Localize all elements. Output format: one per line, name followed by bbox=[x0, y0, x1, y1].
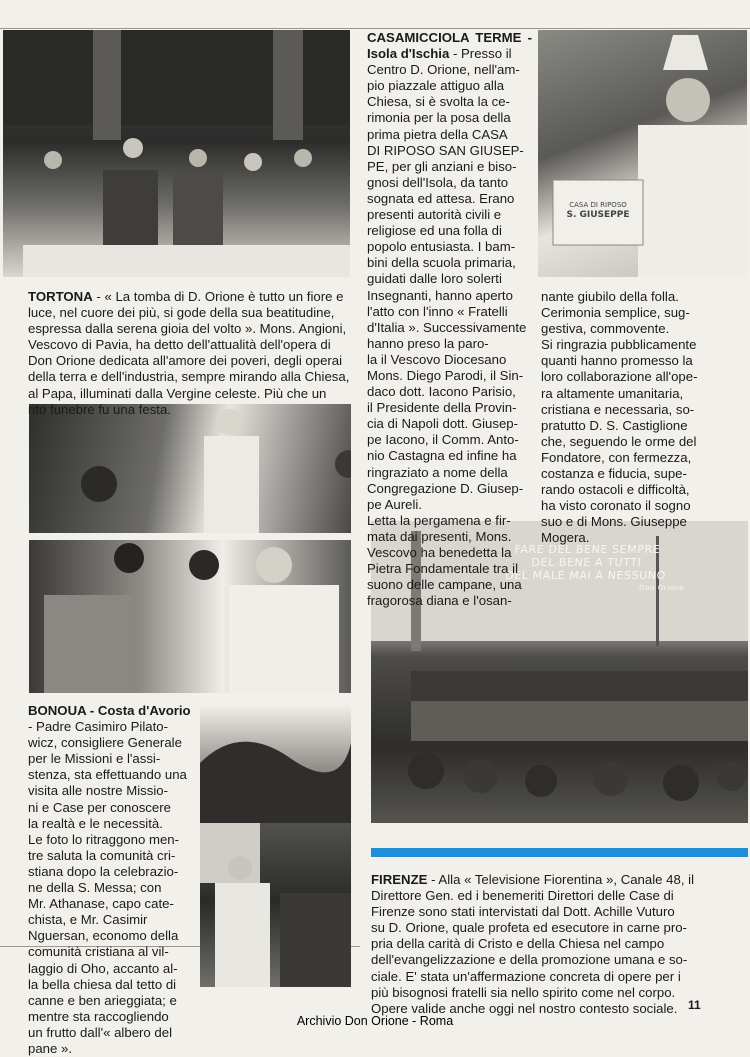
text-line: religiose ed una folla di bbox=[367, 223, 502, 239]
text-line: la realtà e le necessità. bbox=[28, 815, 163, 831]
banner-line-2: DEL BENE A TUTTI bbox=[530, 556, 642, 569]
text-line: stiana dopo la celebrazio- bbox=[28, 863, 179, 879]
text-line: più bisognosi fratelli sia nello spirito come nel corpo. bbox=[371, 984, 676, 1000]
text-line: Letta la pergamena e fir- bbox=[367, 512, 511, 528]
text-line: costanza e fiducia, supe- bbox=[541, 466, 687, 482]
text-line: gestiva, commovente. bbox=[541, 321, 670, 337]
text-line: Chiesa, si è svolta la ce- bbox=[367, 94, 510, 110]
text-line: ni e Case per conoscere bbox=[28, 799, 171, 815]
crowd-illustration bbox=[3, 30, 350, 277]
text-line: Vescovo ha benedetta la bbox=[367, 545, 512, 560]
text-line: visita alle nostre Missio- bbox=[28, 783, 168, 799]
tortona-lines bbox=[28, 305, 353, 418]
accent-bar bbox=[371, 848, 748, 857]
text-line: luce, nel cuore dei più, si gode della sua beatitudine, bbox=[28, 305, 335, 321]
text-line: Vescovo di Pavia, ha detto dell'attualità dell'opera di bbox=[28, 337, 331, 353]
text-line: Le foto lo ritraggono men- bbox=[28, 831, 180, 847]
text-line: Opere valide anche oggi nel nostro contesto sociale. bbox=[371, 1000, 678, 1016]
bishop-illustration bbox=[538, 30, 747, 277]
text-line: espressa dalla serena gioia del volto ». Mons. Angioni, bbox=[28, 321, 347, 337]
text-line: gnosi dell'Isola, da tanto bbox=[367, 174, 509, 190]
text-line: rito funebre fu una festa. bbox=[28, 401, 171, 417]
text-line: chista, e Mr. Casimir bbox=[28, 912, 148, 928]
text-line: che, seguendo le orme del bbox=[541, 433, 697, 449]
banner-line-3: DEL MALE MAI A NESSUNO bbox=[504, 569, 667, 582]
text-line: rando ostacoli e difficoltà, bbox=[541, 482, 690, 498]
text-line: Si ringrazia pubblicamente bbox=[541, 337, 697, 353]
casamicciola-article-col2 bbox=[367, 30, 532, 609]
text-line: Centro D. Orione, nell'am- bbox=[367, 62, 520, 78]
text-line: d'Italia ». Successivamente bbox=[367, 319, 527, 335]
casamicciola-lines-col2 bbox=[367, 62, 532, 609]
text-line: ringraziato a nome della bbox=[367, 464, 508, 480]
greeting-illustration-1 bbox=[28, 401, 351, 533]
text-line: Pietra Fondamentale tra il bbox=[367, 561, 518, 577]
text-line: ha visto coronato il sogno bbox=[541, 498, 691, 514]
text-line: quanti hanno promesso la bbox=[541, 353, 693, 369]
bonoua-article bbox=[28, 703, 194, 1057]
tortona-heading: TORTONA bbox=[28, 289, 93, 304]
text-line: Insegnanti, hanno aperto bbox=[367, 287, 513, 303]
text-line: pe Aureli. bbox=[367, 496, 422, 512]
text-line: loro collaborazione all'ope- bbox=[541, 369, 698, 385]
casamicciola-heading: CASAMICCIOLA TERME - Isola d'Ischia bbox=[367, 30, 532, 62]
text-line: canne e ben arieggiata; e bbox=[28, 992, 177, 1008]
text-line: stenza, sta effettuando una bbox=[28, 767, 187, 783]
text-line: - Alla « Televisione Fiorentina », Canale 48, il bbox=[427, 872, 695, 887]
text-line: Fondatore, con fermezza, bbox=[541, 449, 692, 465]
text-line: - Padre Casimiro Pilato- bbox=[28, 719, 168, 735]
text-line: rimonia per la posa della bbox=[367, 110, 511, 126]
fold-line bbox=[0, 28, 750, 29]
text-line: cristiana e necessaria, so- bbox=[541, 401, 695, 417]
text-line: ra altamente umanitaria, bbox=[541, 385, 684, 401]
photo-tortona bbox=[3, 30, 350, 277]
photo-bonoua-1 bbox=[28, 401, 351, 533]
text-line: mata dai presenti, Mons. bbox=[367, 528, 512, 544]
text-line: suono delle campane, una bbox=[367, 577, 522, 593]
text-line: Firenze sono stati intervistati dal Dott. Achille Vuturo bbox=[371, 904, 675, 920]
text-line: daco dott. Iacono Parisio, bbox=[367, 384, 516, 400]
firenze-heading: FIRENZE bbox=[371, 872, 428, 887]
text-line: sognata ed attesa. Erano bbox=[367, 190, 515, 206]
text-line: cia di Napoli dott. Giusep- bbox=[367, 416, 518, 432]
text-line: Nguersan, economo della bbox=[28, 928, 179, 944]
photo-bonoua-2 bbox=[29, 540, 351, 693]
photo-vescovo bbox=[538, 30, 747, 277]
text-line: Congregazione D. Giusep- bbox=[367, 480, 524, 496]
text-line: hanno preso la paro- bbox=[367, 335, 489, 351]
text-line: il Presidente della Provin- bbox=[367, 400, 517, 416]
text-line: prima pietra della CASA bbox=[367, 126, 508, 142]
text-line: Mogera. bbox=[541, 530, 590, 546]
casamicciola-lines-col3 bbox=[541, 289, 746, 547]
banner-line-1: FARE DEL BENE SEMPRE bbox=[514, 543, 661, 556]
text-line: la il Vescovo Diocesano bbox=[367, 351, 507, 367]
text-line: la bella chiesa dal tetto di bbox=[28, 976, 177, 992]
casamicciola-article-col3 bbox=[541, 289, 746, 547]
text-line: pria della carità di Cristo e della Chiesa nel campo bbox=[371, 936, 665, 952]
church-illustration bbox=[200, 703, 351, 987]
text-line: su D. Orione, quale profeta ed esecutore in carne pro- bbox=[371, 920, 687, 936]
text-line: fragorosa diana e l'osan- bbox=[367, 593, 512, 609]
text-line: PE, per gli anziani e biso- bbox=[367, 158, 517, 174]
text-line: Direttore Gen. ed i benemeriti Direttori delle Case di bbox=[371, 888, 674, 904]
text-line: wicz, consigliere Generale bbox=[28, 735, 182, 751]
text-line: - Presso il bbox=[449, 46, 512, 62]
text-line: guidati dalle loro solerti bbox=[367, 271, 502, 287]
text-line: Cerimonia semplice, sug- bbox=[541, 305, 690, 321]
text-line: Mons. Diego Parodi, il Sin- bbox=[367, 367, 524, 383]
text-line: presenti autorità civili e bbox=[367, 207, 502, 223]
text-line: un frutto dall'« albero del bbox=[28, 1024, 173, 1040]
text-line: pratutto D. S. Castiglione bbox=[541, 417, 688, 433]
photo-oho-church bbox=[200, 703, 351, 987]
bonoua-lines bbox=[28, 719, 194, 1057]
text-line: della terra e dell'industria, sempre mirando alla Chiesa, bbox=[28, 369, 350, 385]
text-line: Don Orione dedicata all'amore dei poveri, degli operai bbox=[28, 353, 343, 369]
tortona-article bbox=[28, 289, 353, 418]
firenze-article bbox=[371, 872, 701, 1017]
text-line: - « La tomba di D. Orione è tutto un fiore e bbox=[92, 289, 344, 304]
text-line: ne della S. Messa; con bbox=[28, 880, 162, 896]
text-line: comunità cristiana al vil- bbox=[28, 944, 169, 960]
text-line: pe Iacono, il Comm. Anto- bbox=[367, 432, 519, 448]
stone-inscription bbox=[558, 200, 638, 220]
greeting-illustration-2 bbox=[29, 540, 351, 693]
text-line: nante giubilo della folla. bbox=[541, 289, 679, 304]
text-line: pane ». bbox=[28, 1040, 72, 1056]
casamicciola-block bbox=[367, 30, 532, 62]
banner-signature: Don Orione bbox=[638, 584, 685, 592]
bonoua-heading: BONOUA - Costa d'Avorio bbox=[28, 703, 191, 718]
text-line: dell'evangelizzazione e della promozione umana e so- bbox=[371, 952, 688, 968]
text-line: al Papa, illuminati dalla Vergine celeste. Più che un bbox=[28, 385, 327, 401]
text-line: pio piazzale attiguo alla bbox=[367, 78, 505, 94]
archive-label: Archivio Don Orione - Roma bbox=[296, 1014, 454, 1028]
firenze-lines bbox=[371, 888, 701, 1017]
text-line: ciale. E' stata un'affermazione concreta di opere per i bbox=[371, 968, 681, 984]
text-line: nio Castagna ed infine ha bbox=[367, 448, 517, 464]
text-line: Mr. Athanase, capo cate- bbox=[28, 896, 174, 912]
text-line: tre saluta la comunità cri- bbox=[28, 847, 176, 863]
stone-line-2: S. GIUSEPPE bbox=[566, 210, 630, 220]
text-line: mentre sta raccogliendo bbox=[28, 1008, 169, 1024]
stone-line-1: CASA DI RIPOSO bbox=[569, 201, 627, 209]
text-line: bini della scuola primaria, bbox=[367, 255, 516, 271]
text-line: laggio di Oho, accanto al- bbox=[28, 960, 178, 976]
text-line: suo e di Mons. Giuseppe bbox=[541, 514, 687, 530]
text-line: DI RIPOSO SAN GIUSEP- bbox=[367, 142, 524, 158]
text-line: l'atto con l'inno « Fratelli bbox=[367, 303, 508, 319]
text-line: popolo entusiasta. I bam- bbox=[367, 239, 516, 255]
page-number: 11 bbox=[688, 998, 701, 1012]
text-line: per le Missioni e l'assi- bbox=[28, 751, 161, 767]
